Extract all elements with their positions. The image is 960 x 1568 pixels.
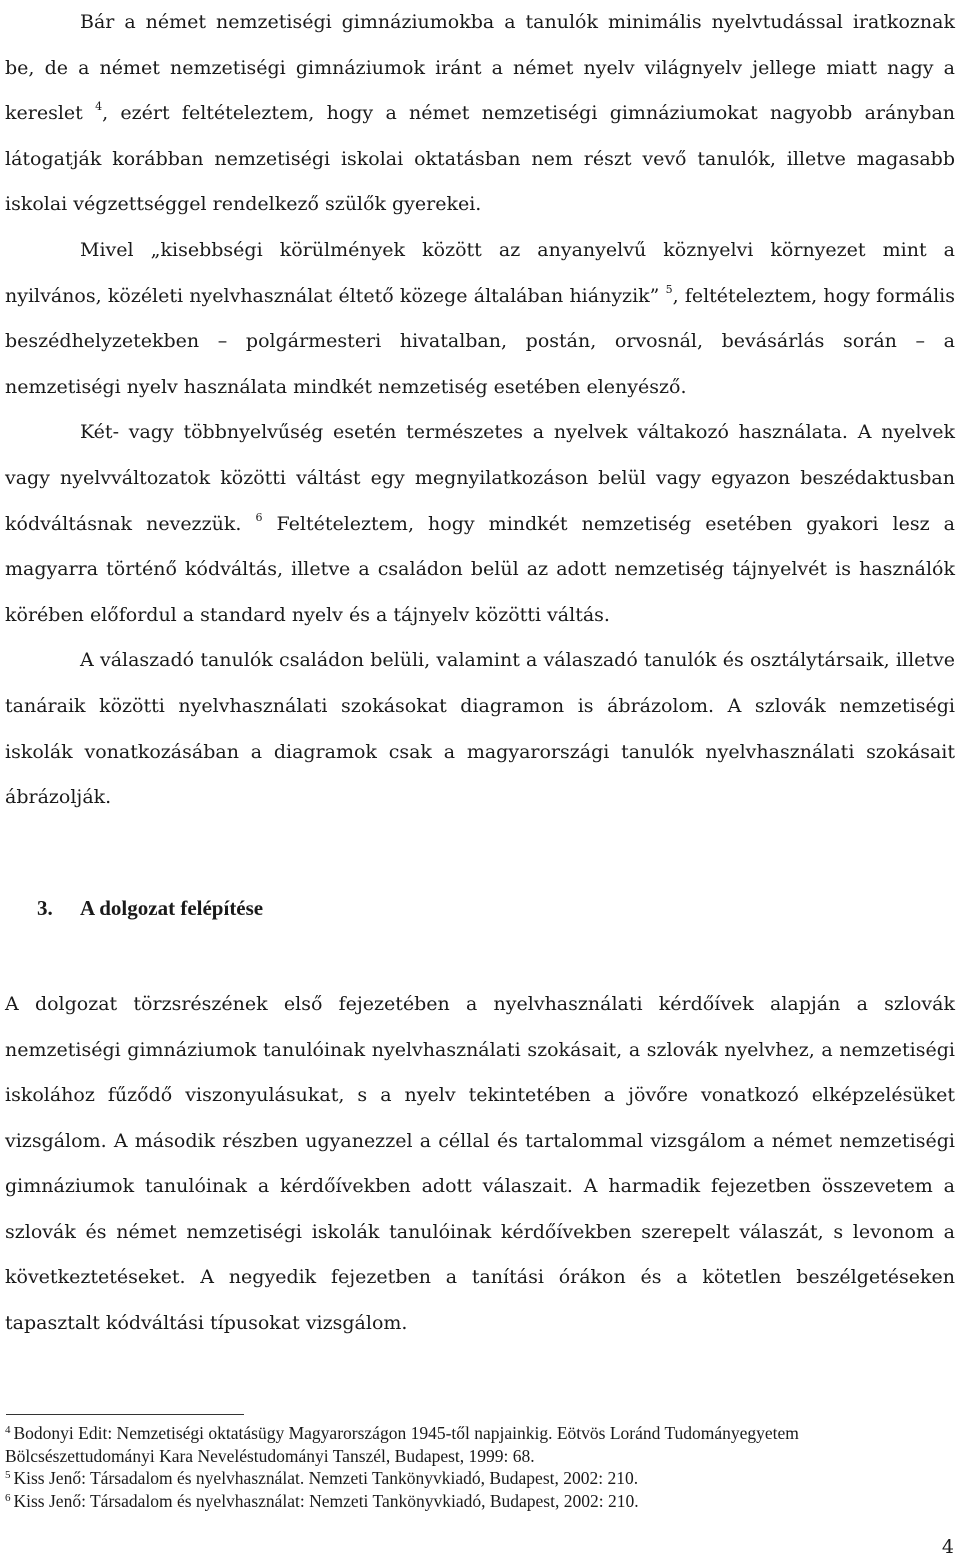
footnote-text: Kiss Jenő: Társadalom és nyelvhasználat. Nemzeti Tankönyvkiadó, Budapest, 2002: 210. <box>13 1468 639 1488</box>
paragraph: Bár a német nemzetiségi gimnáziumokba a tanulók minimális nyelvtudással iratkoznak be, de a német nemzetiségi gimnáziumok iránt a német nyelv világnyelv jellege miatt nagy a kereslet $^4$, ezért feltételeztem, hogy a német nemzetiségi gimnáziumokat nagyobb arányban látogatják korábban nemzetiségi iskolai oktatásban nem részt vevő tanulók, illetve magasabb iskolai végzettséggel rendelkező szülők gyerekei. <box>5 11 956 216</box>
footnote-ref[interactable]: 6 <box>255 510 263 524</box>
paragraph: A válaszadó tanulók családon belüli, valamint a válaszadó tanulók és osztálytársaik, illetve tanáraik közötti nyelvhasználati szokásokat diagramon is ábrázolom. A szlovák nemzetiségi iskolák vonatkozásában a diagramok csak a magyarországi tanulók nyelvhasználati szokásait ábrázolják. <box>5 649 955 809</box>
section-number: 3. <box>37 896 53 920</box>
footnote-ref[interactable]: 4 <box>95 100 103 114</box>
footnote-text: Kiss Jenő: Társadalom és nyelvhasználat: Nemzeti Tankönyvkiadó, Budapest, 2002: 210. <box>13 1490 639 1511</box>
paragraph: Két- vagy többnyelvűség esetén természetes a nyelvek váltakozó használata. A nyelvek vagy nyelvváltozatok közötti váltást egy megnyilatkozáson belül vagy egyazon beszédaktusban kódváltásnak nevezzük. $^6$ Feltételeztem, hogy mindkét nemzetiség esetében gyakori lesz a magyarra történő kódváltás, illetve a családon belül az adott nemzetiség tájnyelvét is használók körében előfordul a standard nyelv és a tájnyelv közötti váltás. <box>5 421 955 626</box>
paragraph: A dolgozat törzsrészének első fejezetében a nyelvhasználati kérdőívek alapján a szlovák nemzetiségi gimnáziumok tanulóinak nyelvhasználati szokásait, a szlovák nyelvhez, a nemzetiségi iskolához fűződő viszonyulásukat, s a nyelv tekintetében a jövőre vonatkozó elképzelésüket vizsgálom. A második részben ugyanezzel a céllal és tartalommal vizsgálom a német nemzetiségi gimnáziumok tanulóinak a kérdőívekben adott válaszait. A harmadik fejezetben összevetem a szlovák és német nemzetiségi iskolák tanulóinak kérdőívekben szerepelt válaszát, s levonom a következtetéseket. A negyedik fejezetben a tanítási órákon és a kötetlen beszélgetéseken tapasztalt kódváltási típusokat vizsgálom. <box>5 993 955 1334</box>
paragraph: Mivel „kisebbségi körülmények között az anyanyelvű köznyelvi környezet mint a nyilvános, közéleti nyelvhasználat éltető közege általában hiányzik” $^5$, feltételeztem, hogy formális beszédhelyzetekben – polgármesteri hivatalban, postán, orvosnál, bevásárlás során – a nemzetiségi nyelv használata mindkét nemzetiség esetében elenyésző. <box>5 238 955 398</box>
body-text <box>5 0 955 821</box>
footnote <box>5 1490 945 1513</box>
section-heading <box>37 896 263 921</box>
footnote-text: Bodonyi Edit: Nemzetiségi oktatásügy Magyarországon 1945-től napjainkig. Eötvös Loránd Tudományegyetem Bölcsészettudományi Kara Neveléstudományi Tanszél, Budapest, 1999: 68. <box>5 1423 799 1466</box>
footnote-number: 5 <box>5 1469 11 1481</box>
footnotes <box>5 1422 945 1512</box>
footnote-number: 4 <box>5 1424 11 1436</box>
footnote <box>5 1467 945 1490</box>
footnote-ref[interactable]: 5 <box>665 282 673 296</box>
page-number: 4 <box>941 1536 954 1558</box>
section-title: A dolgozat felépítése <box>80 896 264 920</box>
footnote <box>5 1422 945 1467</box>
footnote-separator <box>6 1414 244 1415</box>
footnote-number: 6 <box>5 1491 11 1504</box>
section-body <box>5 982 955 1346</box>
